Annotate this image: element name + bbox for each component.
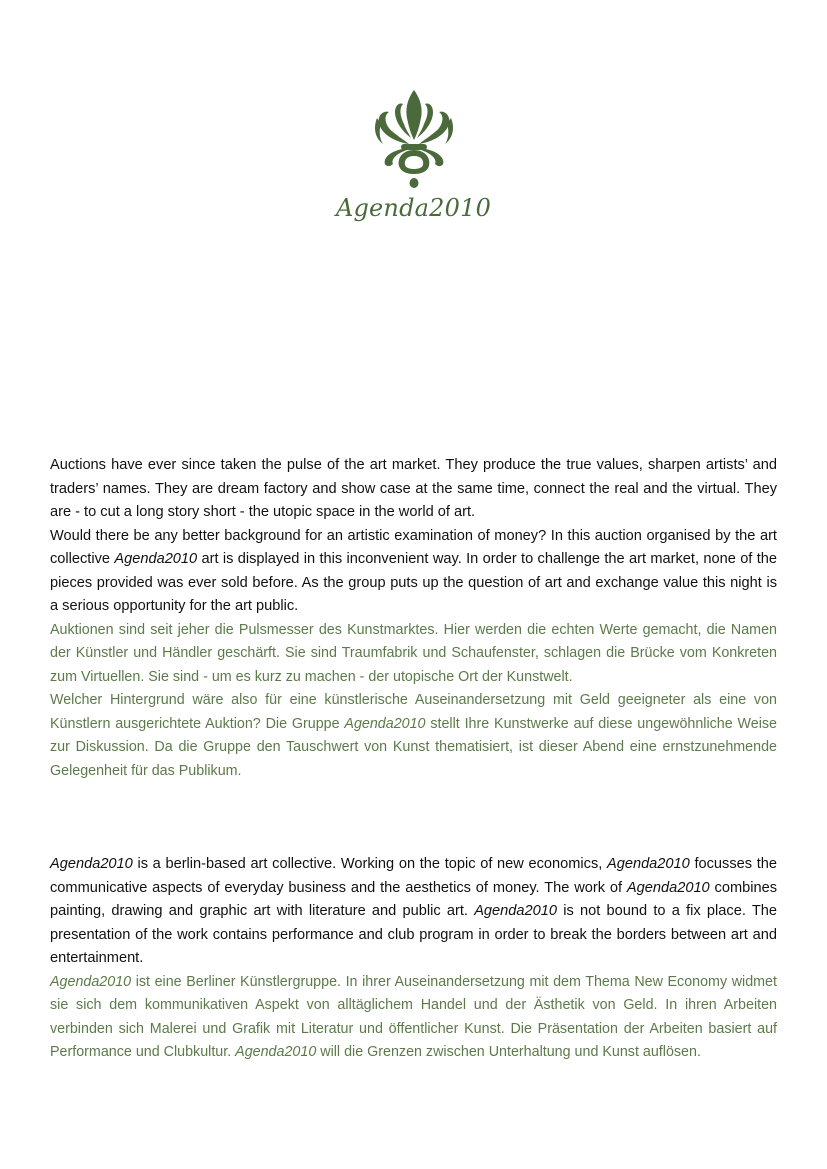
collective-name: Agenda2010 <box>474 903 557 919</box>
collective-name: Agenda2010 <box>235 1044 317 1060</box>
text-run: art is displayed in this inconvenient way. In order to challenge the art market, none of the pieces provided was ever sold before. As the group puts up the question of art and exchange value this night is a serious opportunity for the art public. <box>50 551 777 614</box>
collective-name: Agenda2010 <box>114 551 198 567</box>
collective-name: Agenda2010 <box>606 856 690 872</box>
text-run: focusses the communicative aspects of everyday business and the aesthetics of money. The work of <box>50 856 777 896</box>
fleur-de-lis-ornament-icon <box>371 88 457 190</box>
text-run: Welcher Hintergrund wäre also für eine künstlerische Auseinandersetzung mit Geld geeigneter als eine von Künstlern ausgerichtete Auktion? Die Gruppe <box>50 692 777 732</box>
english-paragraph-1: Auctions have ever since taken the pulse of the art market. They produce the true values, sharpen artists’ and traders’ names. They are dream factory and show case at the same time, connect the real and the virtual. They are - to cut a long story short - the utopic space in the world of art. <box>50 457 777 520</box>
english-paragraph-3 <box>50 853 777 971</box>
text-run: will die Grenzen zwischen Unterhaltung und Kunst auflösen. <box>316 1044 701 1060</box>
logo <box>0 88 827 222</box>
english-paragraph-2 <box>50 525 777 619</box>
text-run: ist eine Berliner Künstlergruppe. In ihrer Auseinandersetzung mit dem Thema New Economy widmet sie sich dem kommunikativen Aspekt von alltäglichem Handel und der Ästhetik von Geld. In ihren Arbeiten verbinden sich Malerei und Grafik mit Literatur und öffentlicher Kunst. Die Präsentation der Arbeiten basiert auf Performance und Clubkultur. <box>50 973 777 1060</box>
logo-wordmark: Agenda2010 <box>335 194 492 222</box>
collective-description-section <box>50 853 777 1065</box>
german-paragraph-3 <box>50 971 777 1065</box>
collective-name: Agenda2010 <box>50 973 132 990</box>
german-paragraph-1: Auktionen sind seit jeher die Pulsmesser des Kunstmarktes. Hier werden die echten Werte gemacht, die Namen der Künstler und Händler geschärft. Sie sind Traumfabrik und Schaufenster, schlagen die Brücke vom Konkreten zum Virtuellen. Sie sind - um es kurz zu machen - der utopische Ort der Kunstwelt. <box>50 621 777 685</box>
auction-description-section <box>50 454 777 783</box>
text-run: is not bound to a fix place. The presentation of the work contains performance and club program in order to break the borders between art and entertainment. <box>50 903 777 966</box>
collective-name: Agenda2010 <box>50 856 133 872</box>
text-run: combines painting, drawing and graphic art with literature and public art. <box>50 879 777 919</box>
text-run: Would there be any better background for an artistic examination of money? In this auction organised by the art collective <box>50 527 777 567</box>
text-run: stellt Ihre Kunstwerke auf diese ungewöhnliche Weise zur Diskussion. Da die Gruppe den Tauschwert von Kunst thematisiert, ist dieser Abend eine ernstzunehmende Gelegenheit für das Publikum. <box>50 715 777 779</box>
text-run: is a berlin-based art collective. Working on the topic of new economics, <box>132 856 607 872</box>
collective-name: Agenda2010 <box>344 715 426 732</box>
german-paragraph-2 <box>50 689 777 783</box>
collective-name: Agenda2010 <box>626 879 710 896</box>
